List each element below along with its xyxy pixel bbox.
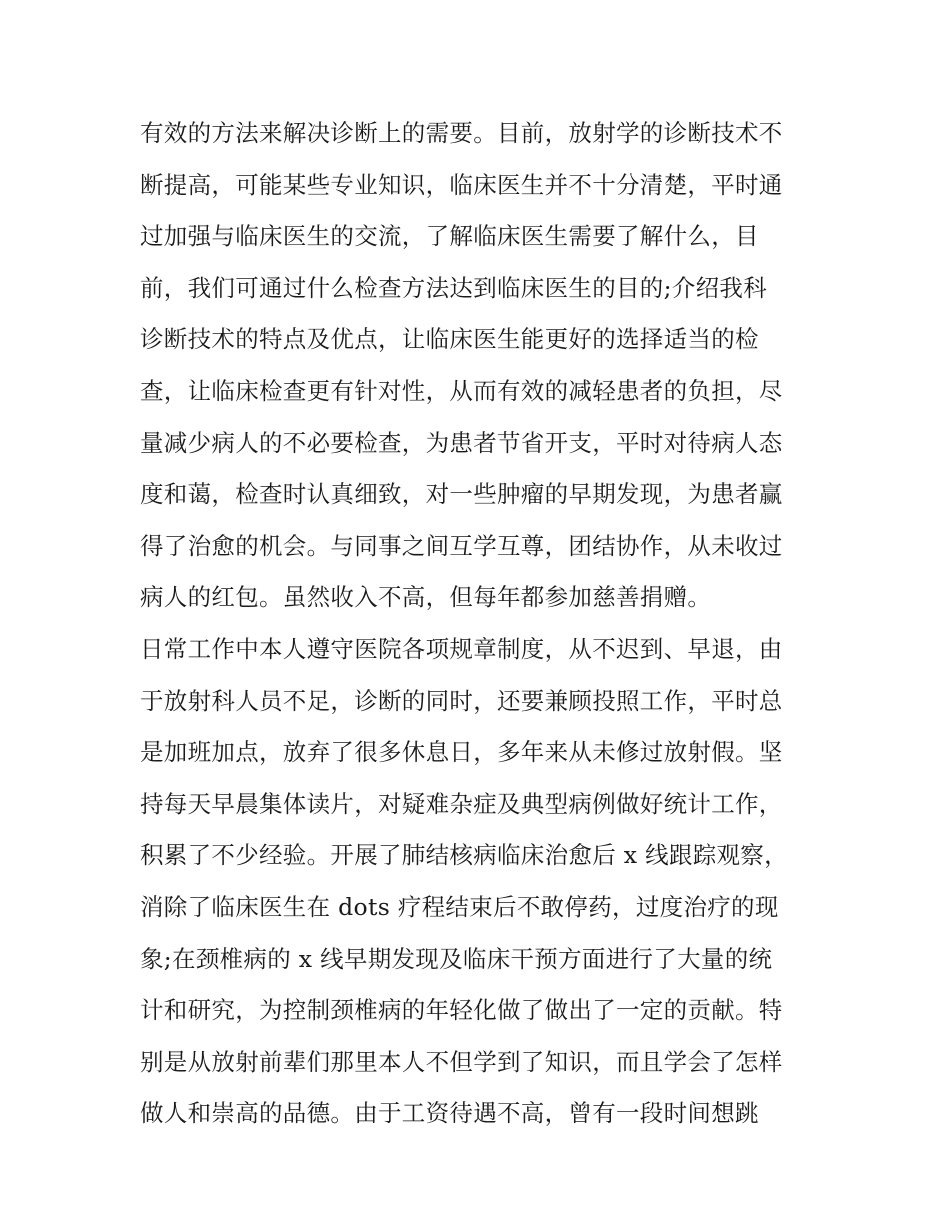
text-line: 象;在颈椎病的 x 线早期发现及临床干预方面进行了大量的统 <box>140 944 773 973</box>
text-line: 积累了不少经验。开展了肺结核病临床治愈后 x 线跟踪观察， <box>140 841 788 870</box>
text-line: 度和蔼，检查时认真细致，对一些肿瘤的早期发现，为患者赢 <box>140 480 783 509</box>
text-line: 前，我们可通过什么检查方法达到临床医生的目的;介绍我科 <box>140 273 768 302</box>
text-line: 过加强与临床医生的交流，了解临床医生需要了解什么，目 <box>140 222 759 251</box>
text-line: 有效的方法来解决诊断上的需要。目前，放射学的诊断技术不 <box>140 119 783 147</box>
text-line: 计和研究，为控制颈椎病的年轻化做了做出了一定的贡献。特 <box>140 996 783 1025</box>
text-line: 做人和崇高的品德。由于工资待遇不高，曾有一段时间想跳 <box>140 1099 759 1128</box>
text-line: 是加班加点，放弃了很多休息日，多年来从未修过放射假。坚 <box>140 738 783 767</box>
text-line: 别是从放射前辈们那里本人不但学到了知识，而且学会了怎样 <box>140 1047 783 1076</box>
text-line: 于放射科人员不足，诊断的同时，还要兼顾投照工作，平时总 <box>140 686 783 715</box>
text-line: 得了治愈的机会。与同事之间互学互尊，团结协作，从未收过 <box>140 531 783 560</box>
text-line: 量减少病人的不必要检查，为患者节省开支，平时对待病人态 <box>140 428 783 457</box>
text-line: 断提高，可能某些专业知识，临床医生并不十分清楚，平时通 <box>140 170 783 199</box>
body-text <box>140 108 820 1140</box>
text-line: 诊断技术的特点及优点，让临床医生能更好的选择适当的检 <box>140 325 759 354</box>
text-line: 病人的红包。虽然收入不高，但每年都参加慈善捐赠。 <box>140 583 712 612</box>
text-line: 查，让临床检查更有针对性，从而有效的减轻患者的负担，尽 <box>140 376 783 405</box>
text-line: 持每天早晨集体读片，对疑难杂症及典型病例做好统计工作， <box>140 789 783 818</box>
text-line: 消除了临床医生在 dots 疗程结束后不敢停药，过度治疗的现 <box>140 892 779 921</box>
text-line: 日常工作中本人遵守医院各项规章制度，从不迟到、早退，由 <box>140 634 783 663</box>
